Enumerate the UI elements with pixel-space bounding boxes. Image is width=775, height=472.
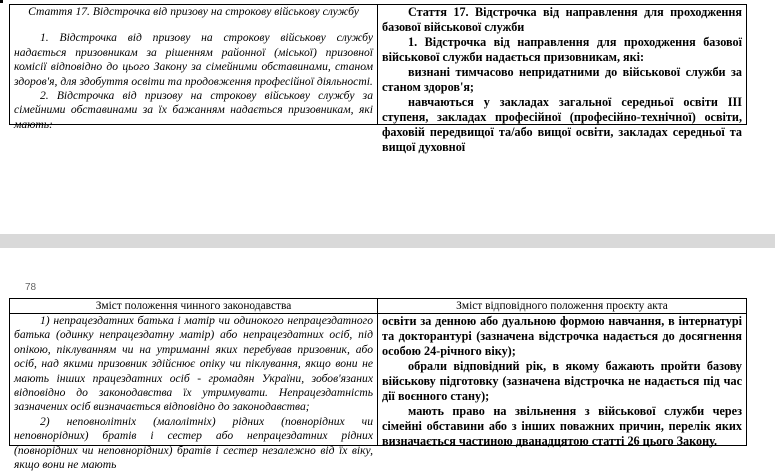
table-header-row xyxy=(10,299,747,314)
header-right-text: Зміст відповідного положення проєкту акта xyxy=(456,300,668,312)
left-article-title: Стаття 17. Відстрочка від призову на строкову військову службу xyxy=(28,5,359,18)
comparison-table xyxy=(9,298,747,472)
left-item-2: 2) неповнолітніх (малолітніх) рідних (повнорідних чи неповнорідних) братів і сестер або непрацездатних рідних (повнорідних чи неповнорідних) братів і сестер незалежно від їх віку, якщо вони не мають xyxy=(14,414,373,472)
right-cell xyxy=(378,5,747,154)
table-row xyxy=(10,314,747,446)
left-paragraph-2: 2. Відстрочка від призову на строкову військову службу за сімейними обставинами за їх бажанням надається призовникам, які мають: xyxy=(14,89,373,131)
left-paragraph-1: 1. Відстрочка від призову на строкову військову службу надається призовникам за рішенням районної (міської) призовної комісії відповідно до цього Закону за сімейними обставинами, станом здоров'я, для здобуття освіти та продовження професійної діяльності. xyxy=(14,31,373,88)
page-corner-mark xyxy=(0,0,3,3)
right-article-title: Стаття 17. Відстрочка від направлення для проходження базової військової служби xyxy=(382,5,742,34)
left-cell xyxy=(10,314,378,472)
page-number: 78 xyxy=(25,282,37,293)
left-item-1: 1) непрацездатних батька і матір чи одинокого непрацездатного батька (одинку непрацездатну матір) або непрацездатних осіб, під опікою, піклуванням чи на утриманні яких перебував призовник, або осіб, над якими призовник здійснює опіку чи піклування, якщо вони не мають інших працездатних осіб - громадян України, зобов'язаних відповідно до законодавства їх утримувати. Непрацездатність зазначених осіб визначається відповідно до законодавства; xyxy=(14,314,373,414)
header-right xyxy=(378,299,747,314)
table-row xyxy=(10,5,747,125)
right-item-2: обрали відповідний рік, в якому бажають пройти базову військову підготовку (зазначена відстрочка не надається під час дії воєнного стану); xyxy=(382,359,742,403)
right-paragraph-2: визнані тимчасово непридатними до військової служби за станом здоров'я; xyxy=(382,65,742,94)
page-gap xyxy=(0,234,775,248)
document-page-top xyxy=(0,0,775,234)
left-cell xyxy=(10,5,378,131)
right-paragraph-3: навчаються у закладах загальної середньої освіти III ступеня, закладах професійної (професійно-технічної) освіти, фаховій передвищої та/або вищої освіти, закладах середньої та вищої духовної xyxy=(382,95,742,154)
document-page-bottom xyxy=(0,248,775,472)
right-item-1: освіти за денною або дуальною формою навчання, в інтернатурі та докторантурі (зазначена відстрочка надається до досягнення особою 24-річного віку); xyxy=(382,314,742,358)
right-cell xyxy=(378,314,747,446)
comparison-table-continued xyxy=(9,4,747,154)
header-left: Зміст положення чинного законодавства xyxy=(10,299,378,314)
right-paragraph-1: 1. Відстрочка від направлення для проходження базової військової служби надається призовникам, які: xyxy=(382,35,742,64)
right-item-3: мають право на звільнення з військової служби через сімейні обставини або з інших поважних причин, перелік яких визначається частиною дванадцятою статті 26 цього Закону. xyxy=(382,404,742,448)
